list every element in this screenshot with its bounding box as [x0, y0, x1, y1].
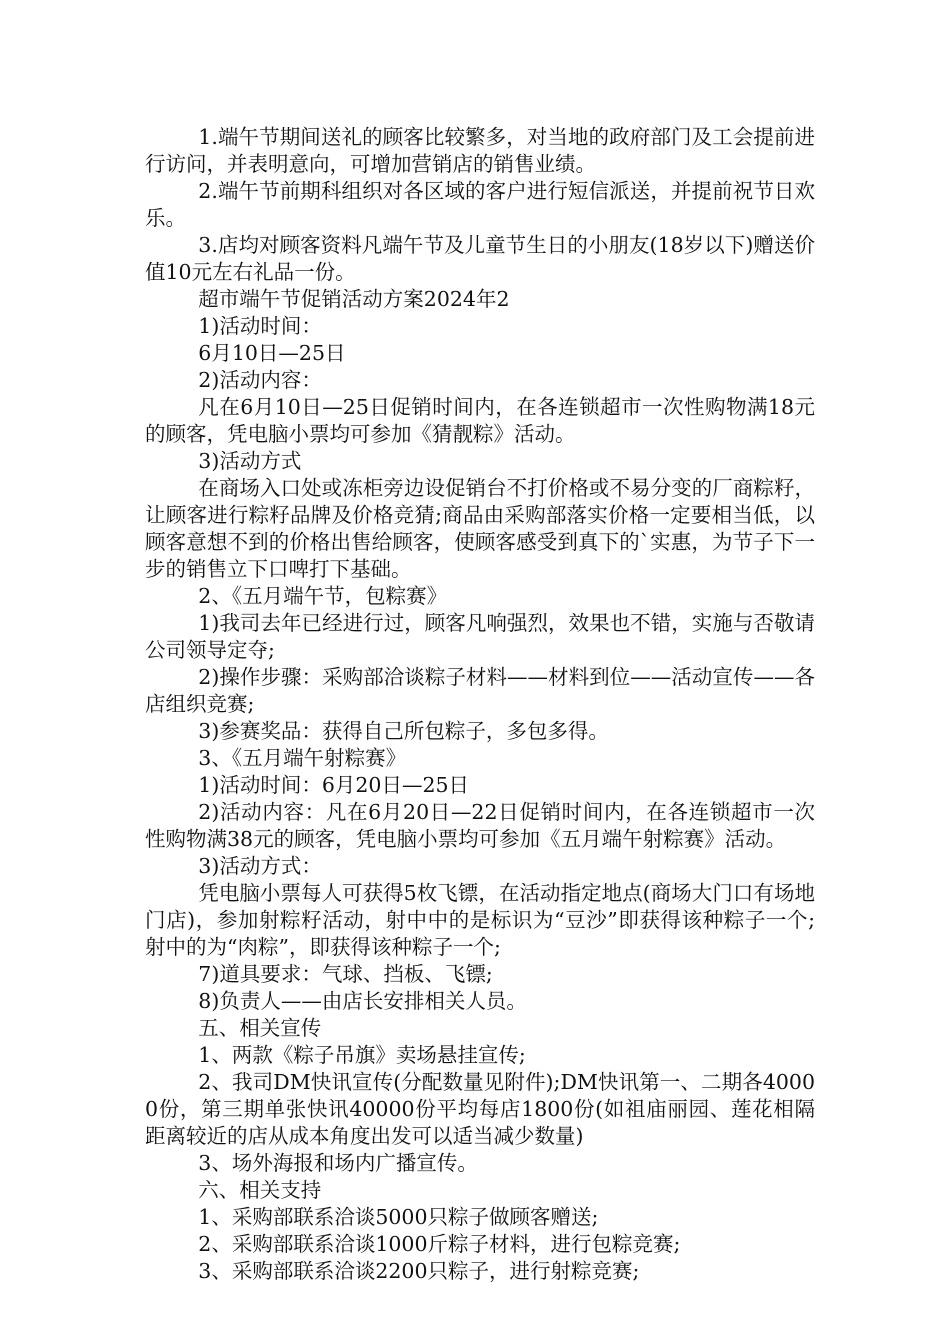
paragraph-7: 2)活动内容：	[198, 368, 322, 392]
paragraph-21: 8)负责人——由店长安排相关人员。	[198, 989, 527, 1013]
paragraph-16: 1)活动时间：6月20日—25日	[198, 773, 470, 797]
paragraph-15: 3、《五月端午射粽赛》	[198, 746, 407, 770]
paragraph-1: 1.端午节期间送礼的顾客比较繁多，对当地的政府部门及工会提前进行访问，并表明意向，可增加营销店的销售业绩。	[145, 125, 815, 176]
paragraph-2: 2.端午节前期科组织对各区域的客户进行短信派送，并提前祝节日欢乐。	[145, 179, 815, 230]
section-heading-publicity: 五、相关宣传	[198, 1016, 322, 1040]
paragraph-14: 3)参赛奖品：获得自己所包粽子，多包多得。	[198, 719, 609, 743]
paragraph-13: 2)操作步骤：采购部洽谈粽子材料——材料到位——活动宣传——各店组织竞赛;	[145, 665, 815, 716]
paragraph-23: 1、两款《粽子吊旗》卖场悬挂宣传;	[198, 1043, 526, 1067]
paragraph-9: 3)活动方式	[198, 449, 302, 473]
paragraph-10: 在商场入口处或冻柜旁边设促销台不打价格或不易分变的厂商粽籽，让顾客进行粽籽品牌及价格竞猜;商品由采购部落实价格一定要相当低，以顾客意想不到的价格出售给顾客，使顾客感受到真下的`实惠，为节子下一步的销售立下口啤打下基础。	[145, 476, 815, 581]
paragraph-17: 2)活动内容：凡在6月20日—22日促销时间内，在各连锁超市一次性购物满38元的顾客，凭电脑小票均可参加《五月端午射粽赛》活动。	[145, 800, 815, 851]
paragraph-8: 凡在6月10日—25日促销时间内，在各连锁超市一次性购物满18元的顾客，凭电脑小票均可参加《猜靓粽》活动。	[145, 395, 815, 446]
paragraph-11: 2、《五月端午节，包粽赛》	[198, 584, 448, 608]
paragraph-24: 2、我司DM快讯宣传(分配数量见附件);DM快讯第一、二期各40000份，第三期单张快讯40000份平均每店1800份(如祖庙丽园、莲花相隔距离较近的店从成本角度出发可以适当减少数量)	[145, 1070, 815, 1148]
section-title: 超市端午节促销活动方案2024年2	[198, 287, 510, 311]
document-body	[145, 124, 815, 1285]
paragraph-12: 1)我司去年已经进行过，顾客凡响强烈，效果也不错，实施与否敬请公司领导定夺;	[145, 611, 815, 662]
paragraph-25: 3、场外海报和场内广播宣传。	[198, 1151, 478, 1175]
paragraph-18: 3)活动方式：	[198, 854, 322, 878]
paragraph-28: 2、采购部联系洽谈1000斤粽子材料，进行包粽竞赛;	[198, 1232, 681, 1256]
paragraph-20: 7)道具要求：气球、挡板、飞镖;	[198, 962, 493, 986]
paragraph-6: 6月10日—25日	[198, 341, 346, 365]
paragraph-19: 凭电脑小票每人可获得5枚飞镖，在活动指定地点(商场大门口有场地门店)，参加射粽籽活动，射中中的是标识为“豆沙”即获得该种粽子一个;射中的为“肉粽”，即获得该种粽子一个;	[145, 881, 815, 959]
paragraph-3: 3.店均对顾客资料凡端午节及儿童节生日的小朋友(18岁以下)赠送价值10元左右礼品一份。	[145, 233, 815, 284]
paragraph-29: 3、采购部联系洽谈2200只粽子，进行射粽竞赛;	[198, 1259, 640, 1283]
section-heading-support: 六、相关支持	[198, 1178, 322, 1202]
paragraph-27: 1、采购部联系洽谈5000只粽子做顾客赠送;	[198, 1205, 599, 1229]
paragraph-5: 1)活动时间：	[198, 314, 322, 338]
